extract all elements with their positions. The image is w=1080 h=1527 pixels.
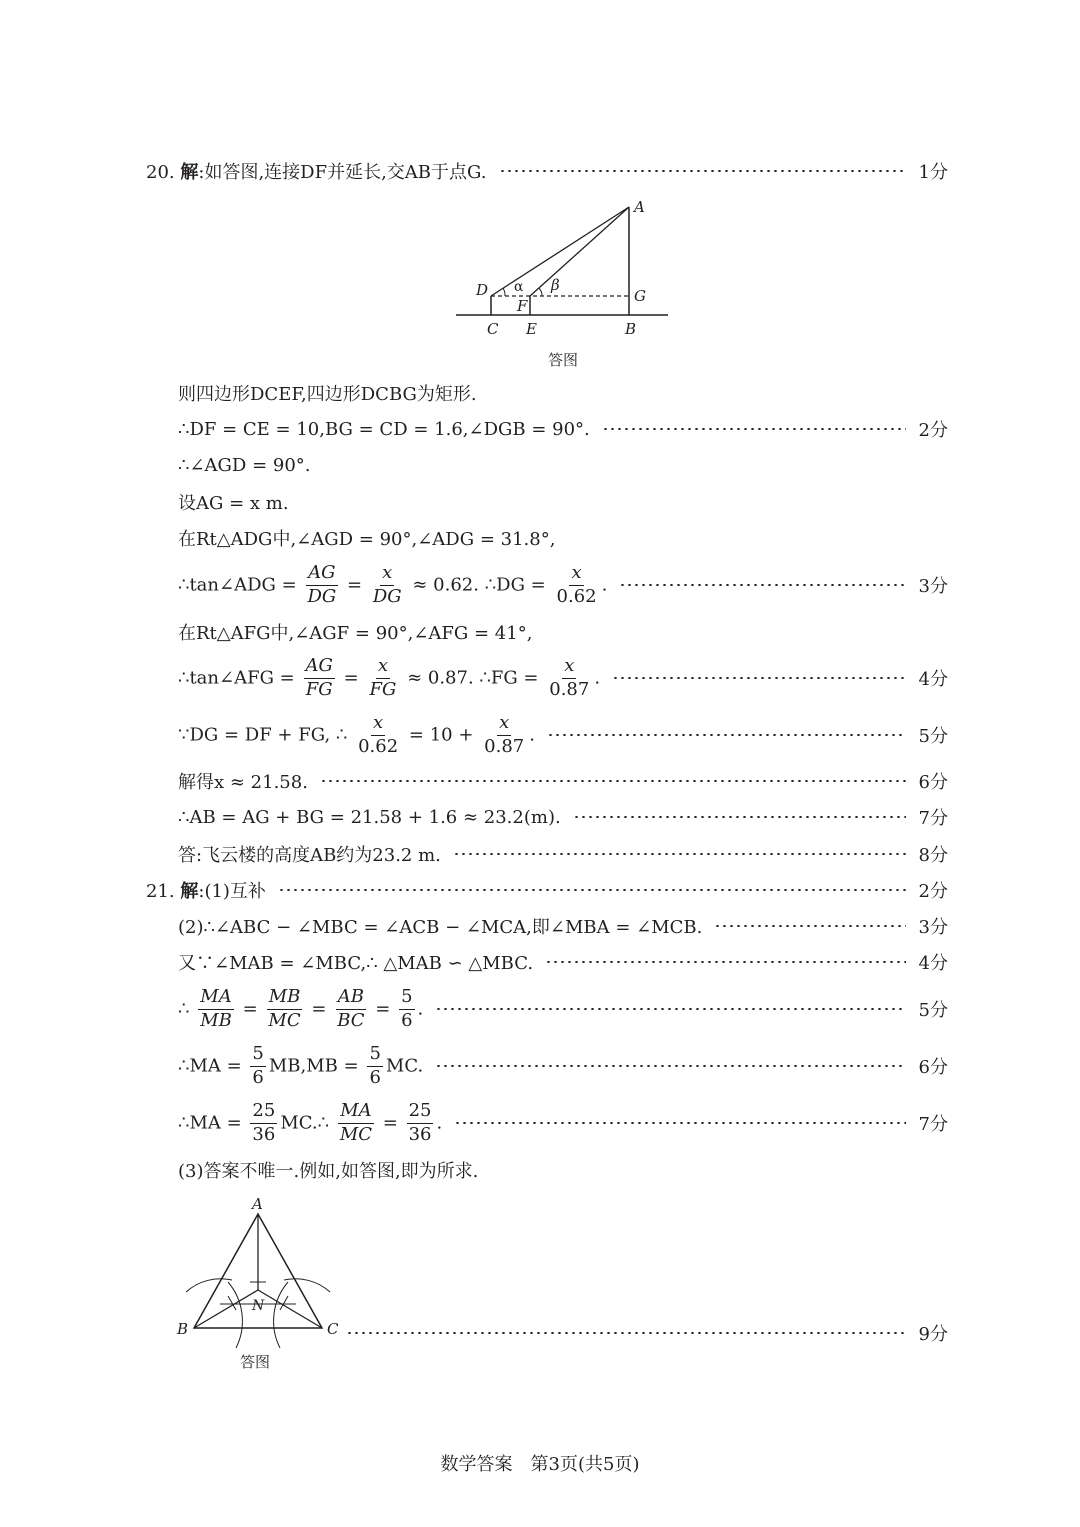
fraction: [367, 654, 398, 700]
q21-formula: [178, 985, 424, 1031]
score: 2分: [918, 420, 948, 441]
fraction: [250, 1099, 277, 1145]
leader-dots: [320, 780, 906, 782]
q20-line-9: [178, 710, 948, 760]
leader-dots: [545, 961, 906, 963]
numerator: x: [371, 714, 385, 736]
denominator: FG: [305, 678, 333, 700]
label-b: B: [625, 320, 637, 338]
numerator: MA: [198, 988, 233, 1010]
q21-part-1-line: [146, 872, 948, 908]
q21-line-7: [178, 1152, 948, 1188]
q21-formula: [178, 1099, 443, 1145]
segment-fa: [530, 207, 629, 296]
q20-text: 在Rt△AFG中,∠AGF = 90°,∠AFG = 41°,: [178, 623, 533, 644]
score: 5分: [918, 726, 948, 747]
q21-line-4: [178, 984, 948, 1034]
score: 6分: [918, 772, 948, 793]
q21-line-2: [178, 908, 948, 944]
numerator: x: [376, 657, 390, 679]
numerator: AG: [306, 564, 337, 586]
denominator: 0.87: [484, 735, 525, 757]
label-b: B: [177, 1320, 189, 1338]
label-d: D: [476, 281, 489, 299]
numerator: 5: [399, 988, 414, 1010]
q20-line-2: [178, 411, 948, 447]
q20-number: 20.: [146, 162, 175, 183]
formula-text: =: [375, 998, 391, 1019]
leader-dots: [573, 816, 906, 818]
denominator: 0.62: [358, 735, 399, 757]
denominator: FG: [369, 678, 397, 700]
figure-2-caption: 答图: [240, 1353, 271, 1371]
fraction: [367, 1042, 382, 1088]
fraction: [547, 654, 591, 700]
label-n: N: [252, 1298, 265, 1314]
label-f: F: [517, 297, 528, 315]
fraction: [250, 1042, 265, 1088]
q21-number: 21.: [146, 881, 175, 902]
score: 6分: [918, 1057, 948, 1078]
q20-line-8: [178, 653, 948, 703]
denominator: DG: [307, 585, 337, 607]
fraction: [304, 654, 335, 700]
denominator: MC: [339, 1123, 373, 1145]
fraction: [338, 1099, 374, 1145]
numerator: MB: [267, 988, 303, 1010]
q20-line-3: [178, 447, 948, 483]
tick-mark-left: [228, 1296, 236, 1310]
construction-arc-left-lower: [228, 1282, 242, 1348]
construction-arc-left-upper: [186, 1279, 232, 1292]
formula-text: ∴tan∠ADG =: [178, 574, 297, 595]
q21-line-3: [178, 944, 948, 980]
numerator: x: [380, 564, 394, 586]
q20-text: 则四边形DCEF,四边形DCBG为矩形.: [178, 384, 477, 405]
label-c: C: [327, 1320, 339, 1338]
score: 9分: [918, 1324, 948, 1345]
score: 3分: [918, 917, 948, 938]
q20-intro-line: [146, 153, 948, 189]
denominator: MC: [268, 1009, 301, 1031]
score: 1分: [918, 162, 948, 183]
q20-formula: [178, 711, 535, 757]
q20-line-6: [178, 560, 948, 610]
formula-text: =: [343, 667, 359, 688]
denominator: 0.87: [549, 678, 590, 700]
segment-bn: [194, 1290, 258, 1328]
numerator: 25: [250, 1102, 277, 1124]
leader-dots: [278, 889, 906, 891]
fraction: [266, 985, 302, 1031]
figure-tower-diagram: [450, 195, 680, 345]
tick-mark-right: [280, 1296, 288, 1310]
leader-dots: [714, 925, 906, 927]
numerator: x: [497, 714, 511, 736]
q21-text: :(1)互补: [198, 881, 266, 902]
angle-beta-arc: [539, 288, 542, 296]
leader-dots: [346, 1332, 906, 1334]
q20-formula: [178, 654, 601, 700]
formula-text: ∴MA =: [178, 1112, 242, 1133]
label-c: C: [487, 320, 499, 338]
score: 5分: [918, 1000, 948, 1021]
q20-intro: [146, 158, 487, 184]
q21-line-5: [178, 1041, 948, 1091]
formula-text: =: [347, 574, 363, 595]
formula-text: ≈ 0.62. ∴DG =: [412, 574, 546, 595]
score: 7分: [918, 1114, 948, 1135]
numerator: x: [562, 657, 576, 679]
angle-alpha-arc: [503, 288, 505, 296]
label-e: E: [526, 320, 537, 338]
score: 4分: [918, 669, 948, 690]
fraction: [305, 561, 338, 607]
numerator: 25: [407, 1102, 434, 1124]
score: 3分: [918, 576, 948, 597]
leader-dots: [435, 1008, 906, 1010]
q20-formula: [178, 561, 608, 607]
segment-cn: [258, 1290, 322, 1328]
numerator: AB: [336, 988, 366, 1010]
fraction: [407, 1099, 434, 1145]
fraction: [482, 711, 526, 757]
formula-text: ∴tan∠AFG =: [178, 667, 295, 688]
formula-text: MC.: [385, 1055, 424, 1076]
numerator: AG: [304, 657, 335, 679]
leader-dots: [612, 677, 906, 679]
q21-text: (2)∴∠ABC − ∠MBC = ∠ACB − ∠MCA,即∠MBA = ∠MCB.: [178, 917, 703, 938]
leader-dots: [619, 584, 906, 586]
label-a: A: [634, 198, 645, 216]
label-g: G: [634, 287, 646, 305]
denominator: MB: [200, 1009, 232, 1031]
formula-text: .: [417, 998, 424, 1019]
score: 4分: [918, 953, 948, 974]
formula-text: .: [594, 667, 601, 688]
fraction: [335, 985, 366, 1031]
q21-formula: [178, 1042, 424, 1088]
denominator: 36: [252, 1123, 276, 1145]
numerator: 5: [367, 1045, 382, 1067]
q21-text: (3)答案不唯一.例如,如答图,即为所求.: [178, 1161, 479, 1182]
leader-dots: [435, 1065, 906, 1067]
formula-text: =: [382, 1112, 398, 1133]
q20-line-10: [178, 763, 948, 799]
leader-dots: [499, 170, 907, 172]
segment-da: [491, 207, 629, 296]
q21-line-8: [346, 1315, 948, 1351]
denominator: 6: [401, 1009, 413, 1031]
leader-dots: [453, 853, 906, 855]
q21-label: 解: [180, 881, 199, 902]
leader-dots: [602, 428, 906, 430]
q20-line-12: [178, 836, 948, 872]
q20-text: 在Rt△ADG中,∠AGD = 90°,∠ADG = 31.8°,: [178, 529, 556, 550]
label-beta: β: [551, 276, 560, 294]
denominator: 6: [252, 1066, 264, 1088]
q20-line-11: [178, 799, 948, 835]
figure-1-caption: 答图: [548, 351, 579, 369]
construction-arc-right-upper: [284, 1279, 330, 1292]
formula-text: =: [311, 998, 327, 1019]
denominator: 6: [369, 1066, 381, 1088]
formula-text: .: [601, 574, 608, 595]
formula-text: ≈ 0.87. ∴FG =: [407, 667, 539, 688]
figure-triangle-construction: [172, 1192, 352, 1352]
formula-text: = 10 +: [408, 724, 474, 745]
q21-line-6: [178, 1098, 948, 1148]
formula-text: .: [529, 724, 535, 745]
denominator: DG: [372, 585, 402, 607]
construction-arc-right-lower: [274, 1282, 288, 1348]
fraction: [555, 561, 599, 607]
q20-line-1: [178, 375, 948, 411]
numerator: 5: [250, 1045, 265, 1067]
leader-dots: [454, 1122, 906, 1124]
q20-text: ∴DF = CE = 10,BG = CD = 1.6,∠DGB = 90°.: [178, 418, 590, 440]
fraction: [198, 985, 234, 1031]
denominator: 0.62: [556, 585, 597, 607]
q20-text: 解得x ≈ 21.58.: [178, 772, 308, 793]
formula-text: MB,MB =: [268, 1055, 359, 1076]
score: 8分: [918, 845, 948, 866]
q21-part-1: [146, 877, 266, 903]
q21-text: 又∵∠MAB = ∠MBC,∴ △MAB ∽ △MBC.: [178, 953, 534, 974]
q20-label: 解: [180, 162, 199, 183]
label-alpha: α: [514, 279, 524, 295]
formula-text: ∴: [178, 998, 190, 1019]
q20-line-4: [178, 484, 948, 520]
formula-text: ∴MA =: [178, 1055, 242, 1076]
label-a: A: [252, 1195, 263, 1213]
formula-text: =: [242, 998, 258, 1019]
numerator: x: [569, 564, 583, 586]
q20-line-5: [178, 520, 948, 556]
denominator: 36: [408, 1123, 432, 1145]
formula-text: MC.∴: [280, 1112, 330, 1133]
numerator: MA: [338, 1102, 373, 1124]
q20-intro-text: :如答图,连接DF并延长,交AB于点G.: [198, 162, 487, 183]
fraction: [356, 711, 400, 757]
q20-text: ∴AB = AG + BG = 21.58 + 1.6 ≈ 23.2(m).: [178, 806, 561, 828]
formula-text: .: [436, 1112, 443, 1133]
q20-line-7: [178, 614, 948, 650]
score: 2分: [918, 881, 948, 902]
q20-text: ∴∠AGD = 90°.: [178, 454, 311, 476]
leader-dots: [547, 734, 906, 736]
formula-text: ∵DG = DF + FG, ∴: [178, 724, 348, 745]
fraction: [371, 561, 404, 607]
denominator: BC: [337, 1009, 365, 1031]
score: 7分: [918, 808, 948, 829]
page-footer: 数学答案 第3页(共5页): [440, 1454, 640, 1475]
q20-text: 设AG = x m.: [178, 493, 289, 514]
q20-text: 答:飞云楼的高度AB约为23.2 m.: [178, 845, 441, 866]
fraction: [399, 985, 414, 1031]
